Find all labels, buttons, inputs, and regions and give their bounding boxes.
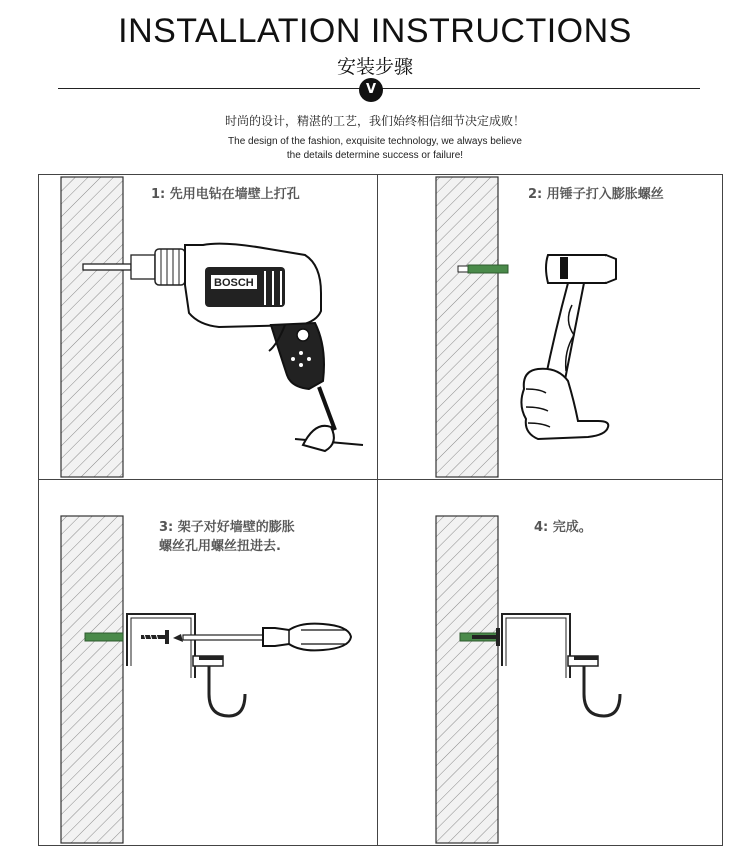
drill-brand-text: BOSCH [214,277,254,289]
drill-body [185,244,321,327]
tagline-english-line2: the details determine success or failure! [286,150,464,161]
step-1-panel [39,175,377,479]
v-badge-icon: V [359,78,383,102]
tagline-chinese: 时尚的设计，精湛的工艺，我们始终相信细节决定成败！ [224,114,525,128]
shelf-bracket [127,614,245,716]
wall [436,177,498,477]
wall [436,516,498,843]
step-2-panel [378,175,716,479]
drilled-hole [458,266,468,272]
drill-depth-gauge [295,387,363,451]
step-3-label-line1: 3: 架子对好墙壁的膨胀 [159,520,295,535]
page-title: INSTALLATION INSTRUCTIONS [118,12,632,50]
step-2-illustration [378,175,722,479]
drill-chuck [131,249,185,285]
wall [61,177,123,477]
wall [61,516,123,843]
step-3-label-line2: 螺丝孔用螺丝扭进去. [159,539,281,554]
step-3-panel [39,480,377,845]
step-1-label: 1: 先用电钻在墙壁上打孔 [151,187,300,202]
wall-anchor [468,265,508,273]
wall-anchor [85,633,123,641]
step-4-panel [378,480,716,845]
drill-handle [269,323,324,389]
drill-bit [83,264,131,270]
step-4-label: 4: 完成。 [534,520,592,535]
step-3-label [159,518,295,556]
step-2-label: 2: 用锤子打入膨胀螺丝 [528,187,664,202]
hand [521,369,608,439]
instruction-grid [38,174,723,846]
shelf-bracket [502,614,620,716]
hammer-head [546,255,616,283]
screwdriver [173,624,351,651]
tagline-english-line1: The design of the fashion, exquisite technology, we always believe [228,136,522,147]
page-subtitle: 安装步骤 [336,56,413,78]
step-1-illustration [39,175,377,479]
screw [141,630,169,644]
tagline-english [0,135,750,163]
